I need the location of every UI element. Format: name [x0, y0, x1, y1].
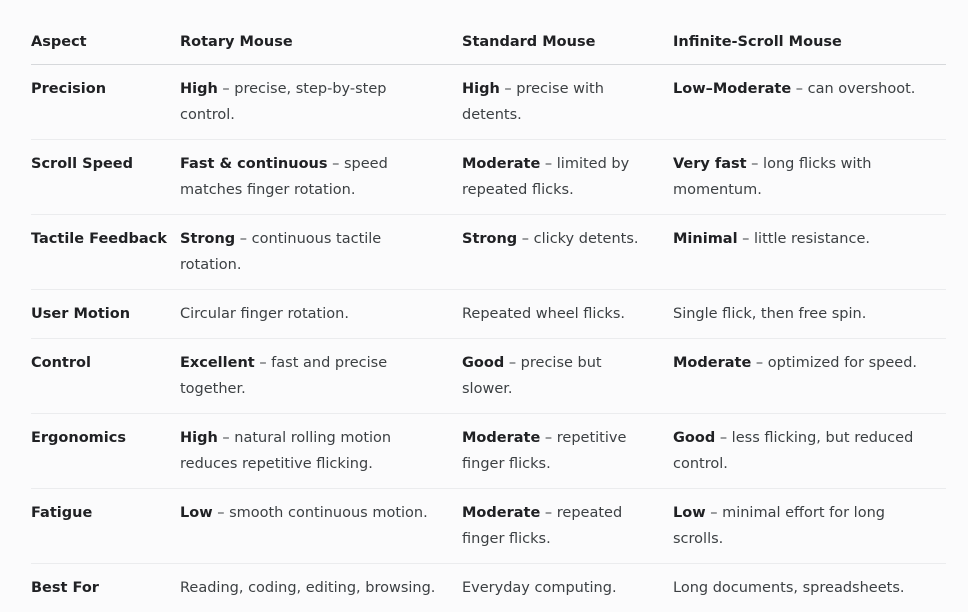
cell-content [180, 226, 462, 278]
rotary-mouse-cell [180, 339, 462, 414]
rotary-mouse-cell [180, 215, 462, 290]
cell-content [462, 500, 673, 552]
cell-description: – long flicks with momentum. [673, 156, 871, 198]
cell-content [673, 151, 946, 203]
cell-rating: Minimal [673, 231, 738, 247]
standard-mouse-cell [462, 290, 673, 339]
cell-rating: Moderate [462, 156, 540, 172]
cell-description: – repetitive finger flicks. [462, 430, 626, 472]
aspect-cell: Ergonomics [31, 414, 180, 489]
table-row [31, 290, 946, 339]
standard-mouse-cell [462, 564, 673, 612]
infinite-scroll-mouse-cell [673, 65, 946, 140]
table-row [31, 564, 946, 612]
standard-mouse-cell [462, 414, 673, 489]
cell-rating: Very fast [673, 156, 747, 172]
comparison-table-container [31, 24, 946, 612]
cell-description: – less flicking, but reduced control. [673, 430, 913, 472]
cell-content [673, 301, 946, 327]
header-row [31, 24, 946, 65]
standard-mouse-cell [462, 65, 673, 140]
cell-rating: Low [180, 505, 213, 521]
cell-description: – minimal effort for long scrolls. [673, 505, 885, 547]
cell-rating: High [180, 81, 218, 97]
cell-rating: Moderate [462, 505, 540, 521]
cell-description: – speed matches finger rotation. [180, 156, 388, 198]
cell-description: – can overshoot. [791, 81, 915, 97]
cell-content [462, 151, 673, 203]
cell-content [462, 76, 673, 128]
cell-content [180, 301, 462, 327]
header-rotary-mouse: Rotary Mouse [180, 24, 462, 65]
cell-content [673, 500, 946, 552]
cell-content [462, 575, 673, 601]
header-aspect: Aspect [31, 24, 180, 65]
standard-mouse-cell [462, 215, 673, 290]
cell-description: – optimized for speed. [751, 355, 917, 371]
rotary-mouse-cell [180, 414, 462, 489]
cell-content [673, 226, 946, 252]
cell-description: Circular finger rotation. [180, 306, 349, 322]
cell-description: Single flick, then free spin. [673, 306, 866, 322]
header-standard-mouse: Standard Mouse [462, 24, 673, 65]
aspect-cell: Scroll Speed [31, 140, 180, 215]
cell-description: – clicky detents. [517, 231, 638, 247]
infinite-scroll-mouse-cell [673, 140, 946, 215]
cell-rating: Good [673, 430, 715, 446]
cell-content [462, 350, 673, 402]
table-row [31, 65, 946, 140]
cell-rating: Low [673, 505, 706, 521]
infinite-scroll-mouse-cell [673, 564, 946, 612]
cell-rating: Low–Moderate [673, 81, 791, 97]
cell-content [673, 575, 946, 601]
cell-content [180, 350, 462, 402]
aspect-cell: Fatigue [31, 489, 180, 564]
cell-content [180, 425, 462, 477]
cell-description: – limited by repeated flicks. [462, 156, 629, 198]
standard-mouse-cell [462, 140, 673, 215]
infinite-scroll-mouse-cell [673, 215, 946, 290]
cell-description: – precise but slower. [462, 355, 602, 397]
cell-content [180, 76, 462, 128]
cell-content [180, 575, 462, 601]
infinite-scroll-mouse-cell [673, 290, 946, 339]
infinite-scroll-mouse-cell [673, 339, 946, 414]
cell-content [462, 425, 673, 477]
cell-rating: Strong [180, 231, 235, 247]
standard-mouse-cell [462, 489, 673, 564]
cell-description: – little resistance. [738, 231, 870, 247]
aspect-cell: Best For [31, 564, 180, 612]
infinite-scroll-mouse-cell [673, 489, 946, 564]
cell-description: – precise with detents. [462, 81, 604, 123]
cell-content [673, 425, 946, 477]
cell-description: – smooth continuous motion. [213, 505, 428, 521]
aspect-cell: User Motion [31, 290, 180, 339]
table-row [31, 489, 946, 564]
cell-rating: Fast & continuous [180, 156, 328, 172]
cell-description: – continuous tactile rotation. [180, 231, 381, 273]
cell-description: Reading, coding, editing, browsing. [180, 580, 435, 596]
aspect-cell: Control [31, 339, 180, 414]
cell-description: Repeated wheel flicks. [462, 306, 625, 322]
cell-content [462, 226, 673, 252]
cell-description: – repeated finger flicks. [462, 505, 622, 547]
table-row [31, 215, 946, 290]
cell-rating: High [462, 81, 500, 97]
table-row [31, 140, 946, 215]
rotary-mouse-cell [180, 489, 462, 564]
table-row [31, 414, 946, 489]
cell-content [673, 76, 946, 102]
rotary-mouse-cell [180, 65, 462, 140]
table-body [31, 65, 946, 612]
infinite-scroll-mouse-cell [673, 414, 946, 489]
cell-description: – precise, step-by-step control. [180, 81, 386, 123]
cell-description: Everyday computing. [462, 580, 617, 596]
cell-content [462, 301, 673, 327]
cell-rating: Strong [462, 231, 517, 247]
cell-description: Long documents, spreadsheets. [673, 580, 904, 596]
aspect-cell: Precision [31, 65, 180, 140]
cell-content [180, 151, 462, 203]
cell-rating: Excellent [180, 355, 255, 371]
cell-content [180, 500, 462, 526]
table-row [31, 339, 946, 414]
aspect-cell: Tactile Feedback [31, 215, 180, 290]
rotary-mouse-cell [180, 564, 462, 612]
cell-content [673, 350, 946, 376]
rotary-mouse-cell [180, 140, 462, 215]
table-header [31, 24, 946, 65]
header-infinite-scroll-mouse: Infinite-Scroll Mouse [673, 24, 946, 65]
comparison-table [31, 24, 946, 612]
cell-rating: Moderate [462, 430, 540, 446]
cell-rating: Good [462, 355, 504, 371]
cell-rating: Moderate [673, 355, 751, 371]
rotary-mouse-cell [180, 290, 462, 339]
standard-mouse-cell [462, 339, 673, 414]
cell-description: – fast and precise together. [180, 355, 387, 397]
cell-rating: High [180, 430, 218, 446]
cell-description: – natural rolling motion reduces repetitive flicking. [180, 430, 391, 472]
